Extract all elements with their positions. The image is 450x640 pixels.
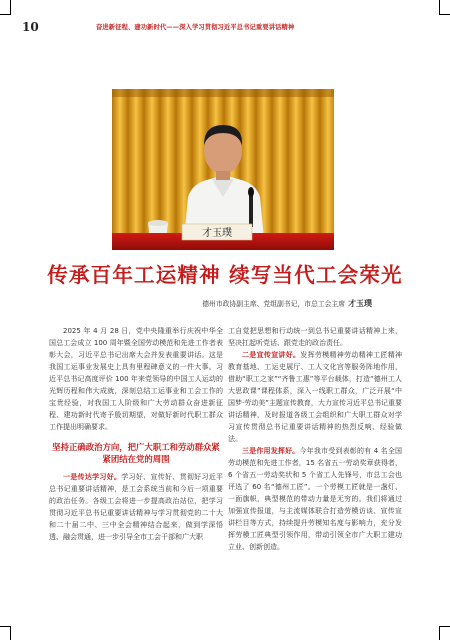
crop-mark	[439, 626, 440, 640]
byline-author: 才玉璞	[348, 298, 372, 308]
nameplate-text: 才玉璞	[202, 228, 232, 239]
crop-mark	[10, 0, 11, 15]
page-number: 10	[22, 20, 39, 34]
crop-mark	[439, 626, 450, 627]
section-heading: 坚持正确政治方向，把广大职工和劳动群众紧紧团结在党的周围	[52, 442, 220, 464]
byline-role: 德州市政协副主席、党组副书记，市总工会主席	[202, 300, 345, 308]
portrait-photo	[112, 89, 334, 250]
byline	[202, 298, 372, 309]
paragraph-text: 学习好、宣传好、贯彻好习近平总书记重要讲话精神，是工会系统当前和今后一项重要的政治任务。各级工会将进一步提高政治站位，把学习贯彻习近平总书记重要讲话精神与学习贯彻党的二十大和二十届二中、三中全会精神结合起来，做到学深悟透、融会贯通，进一步引导全市工会干部和广大职	[49, 473, 224, 541]
article-title: 传承百年工运精神 续写当代工会荣光	[47, 263, 403, 287]
paragraph-text: 发挥劳模精神劳动精神工匠精神教育基地、工运史展厅、工人文化宫等服务阵地作用，借助“职工之家”“齐鲁工惠”等平台载体，打造“德州工人大思政课”课程体系，深入一线职工群众，广泛开展“中国梦·劳动美”主题宣传教育，大力宣传习近平总书记重要讲话精神，及时报道各级工会组织和广大职工群众对学习宣传贯彻总书记重要讲话精神的热烈反响、经验做法。	[228, 351, 403, 443]
body-paragraph	[228, 445, 402, 553]
paragraph-lead: 二是宣传宣讲好。	[242, 351, 301, 359]
continued-paragraph: 工自觉把思想和行动统一到总书记重要讲话精神上来，坚决扛起听党话、跟党走的政治责任。	[228, 327, 402, 347]
crop-mark	[0, 626, 11, 627]
body-paragraph	[228, 349, 402, 445]
running-title: 奋进新征程、建功新时代——深入学习贯彻习近平总书记重要讲话精神	[96, 24, 295, 31]
paragraph-lead: 三是作用发挥好。	[242, 447, 300, 455]
paragraph-lead: 一是传达学习好。	[63, 473, 122, 481]
intro-paragraph: 2025 年 4 月 28 日，党中央隆重举行庆祝中华全国总工会成立 100 周年暨全国劳动模范和先进工作者表彰大会，习近平总书记出席大会并发表重要讲话。这是我国工运事业发展史上具有里程碑意义的一件大事。习近平总书记高度评价 100 年来党领导的中国工人运动的光辉历程和伟大成就，深刻总结工运事业和工会工作的宝贵经验，对我国工人阶级和广大劳动群众奋进新征程、建功新时代寄予殷切期望，对做好新时代职工群众工作提出明确要求。	[49, 327, 223, 431]
left-column	[49, 325, 223, 543]
crop-mark	[10, 626, 11, 640]
crop-mark	[0, 14, 11, 15]
crop-mark	[439, 0, 440, 15]
body-paragraph	[49, 471, 223, 543]
right-column	[228, 325, 402, 553]
paragraph-text: 今年我市受到表彰的有 4 名全国劳动模范和先进工作者，15 名省五一劳动奖章获得者，6 个省五一劳动奖状和 5 个省工人先锋号，市总工会也评选了 60 名“德州工匠”。一个劳模工匠就是一盏灯、一面旗帜，典型模范的带动力量是无穷的。我们将通过加强宣传报道，与主流媒体联合打造劳模访谈、宣传宣讲栏目等方式，持续提升劳模知名度与影响力，充分发挥劳模工匠典型引领作用，带动引领全市广大职工建功立业、创新创造。	[228, 447, 403, 551]
crop-mark	[439, 14, 450, 15]
